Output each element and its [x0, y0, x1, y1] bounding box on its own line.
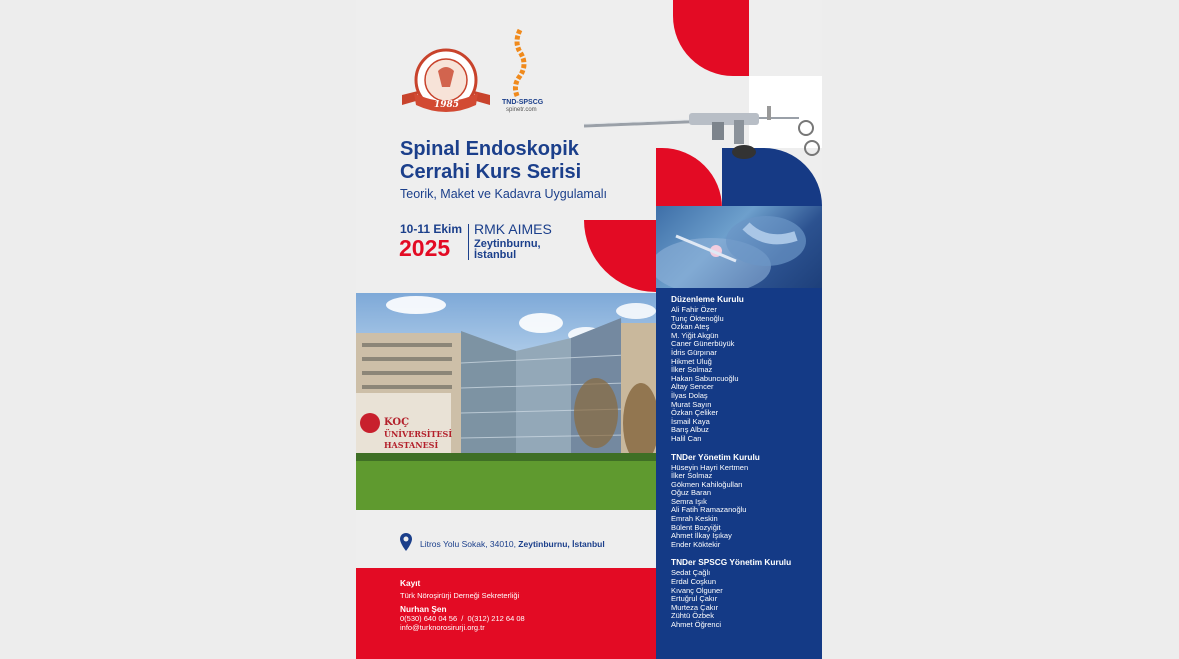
hospital-sign-line-3: HASTANESİ — [384, 440, 439, 450]
registration-org: Türk Nöroşirürji Derneği Sekreterliği — [400, 591, 520, 600]
committee-organizing — [671, 294, 821, 444]
committee-member: Ertuğrul Çakır — [671, 594, 718, 604]
venue-address — [420, 539, 605, 549]
committee-member: Semra Işık — [671, 496, 707, 506]
committee-member: İlker Solmaz — [671, 471, 713, 481]
spscg-name: TND-SPSCG — [502, 99, 544, 106]
committee-member: Ahmet Öğrenci — [671, 620, 722, 629]
tnd-year: 1985 — [434, 100, 460, 110]
hospital-photo — [356, 293, 656, 510]
committee-member: Özkan Ateş — [671, 322, 710, 332]
red-corner-block — [673, 0, 749, 76]
committee-member: İsmail Kaya — [671, 416, 710, 426]
committee-member: Kıvanç Olguner — [671, 585, 723, 595]
hospital-sign-line-2: ÜNİVERSİTESİ — [384, 429, 453, 439]
committee-member: Halil Can — [671, 433, 702, 443]
surgery-photo — [656, 206, 822, 288]
committee-spscg-board — [671, 557, 821, 629]
committee-member: Gökmen Kahiloğulları — [671, 479, 743, 489]
location-pin-icon — [400, 533, 412, 551]
committee-heading: TNDer Yönetim Kurulu — [671, 451, 760, 462]
committee-member: Hikmet Uluğ — [671, 356, 712, 366]
committee-member: Emrah Keskin — [671, 514, 718, 524]
committee-member: Oğuz Baran — [671, 488, 712, 498]
committee-member: Ender Köktekir — [671, 539, 721, 549]
course-title-line-2: Cerrahi Kurs Serisi — [400, 161, 582, 183]
address-city: Zeytinburnu, İstanbul — [518, 539, 605, 549]
committee-member: Tunç Öktenoğlu — [671, 313, 724, 323]
tnd-logo — [400, 47, 492, 119]
course-subtitle: Teorik, Maket ve Kadavra Uygulamalı — [400, 187, 608, 201]
committee-member-list — [671, 464, 821, 550]
hospital-sign-line-1: KOÇ — [384, 417, 410, 428]
committee-heading: Düzenleme Kurulu — [671, 294, 744, 304]
committee-member: Altay Sencer — [671, 382, 714, 392]
venue-city-line-2: İstanbul — [474, 249, 517, 261]
committee-tnder-board — [671, 452, 821, 550]
committee-member: Bülent Bozyiğit — [671, 522, 721, 532]
committee-member-list — [671, 306, 821, 444]
committee-member: Hakan Sabuncuoğlu — [671, 373, 739, 383]
registration-panel — [356, 568, 656, 659]
committee-member: Murteza Çakır — [671, 602, 719, 612]
committee-member: Sedat Çağlı — [671, 568, 711, 578]
committee-member: M. Yiğit Akgün — [671, 330, 719, 340]
address-street: Litros Yolu Sokak, 34010, — [420, 539, 519, 549]
committee-member: Hüseyin Hayri Kertmen — [671, 462, 749, 472]
committee-member: Murat Sayın — [671, 399, 712, 409]
course-title-line-1: Spinal Endoskopik — [400, 138, 579, 160]
registration-heading: Kayıt — [400, 578, 421, 588]
committee-member: İlker Solmaz — [671, 365, 713, 375]
venue-city-line-1: Zeytinburnu, — [474, 238, 541, 250]
registration-contact: Nurhan Şen — [400, 604, 447, 614]
endoscope-instrument — [584, 100, 822, 170]
registration-email: info@turknorosirurji.org.tr — [400, 623, 485, 632]
spscg-site: spinetr.com — [506, 107, 537, 113]
committee-heading: TNDer SPSCG Yönetim Kurulu — [671, 557, 792, 568]
committee-member: Caner Günerbüyük — [671, 339, 735, 349]
committee-member-list — [671, 569, 821, 629]
committee-member: Zühtü Özbek — [671, 611, 714, 621]
event-date: 10-11 Ekim — [400, 222, 463, 236]
registration-phones: 0(530) 640 04 56 / 0(312) 212 64 08 — [400, 614, 525, 623]
red-quarter-circle — [584, 220, 656, 292]
committee-member: Ali Fatih Ramazanoğlu — [671, 505, 747, 515]
committee-member: Özkan Çeliker — [671, 408, 719, 418]
committee-lists — [671, 294, 821, 630]
course-poster — [356, 0, 822, 659]
committee-member: Erdal Coşkun — [671, 577, 717, 587]
committee-member: İdris Gürpınar — [671, 347, 717, 357]
spscg-logo — [504, 28, 550, 118]
date-divider — [468, 224, 469, 260]
committee-member: İlyas Dolaş — [671, 390, 708, 400]
committee-member: Barış Albuz — [671, 425, 709, 435]
committee-member: Ali Fahir Özer — [671, 305, 717, 314]
committee-member: Ahmet İlkay Işıkay — [671, 531, 732, 541]
venue-name: RMK AIMES — [474, 221, 552, 237]
event-year: 2025 — [399, 235, 451, 261]
